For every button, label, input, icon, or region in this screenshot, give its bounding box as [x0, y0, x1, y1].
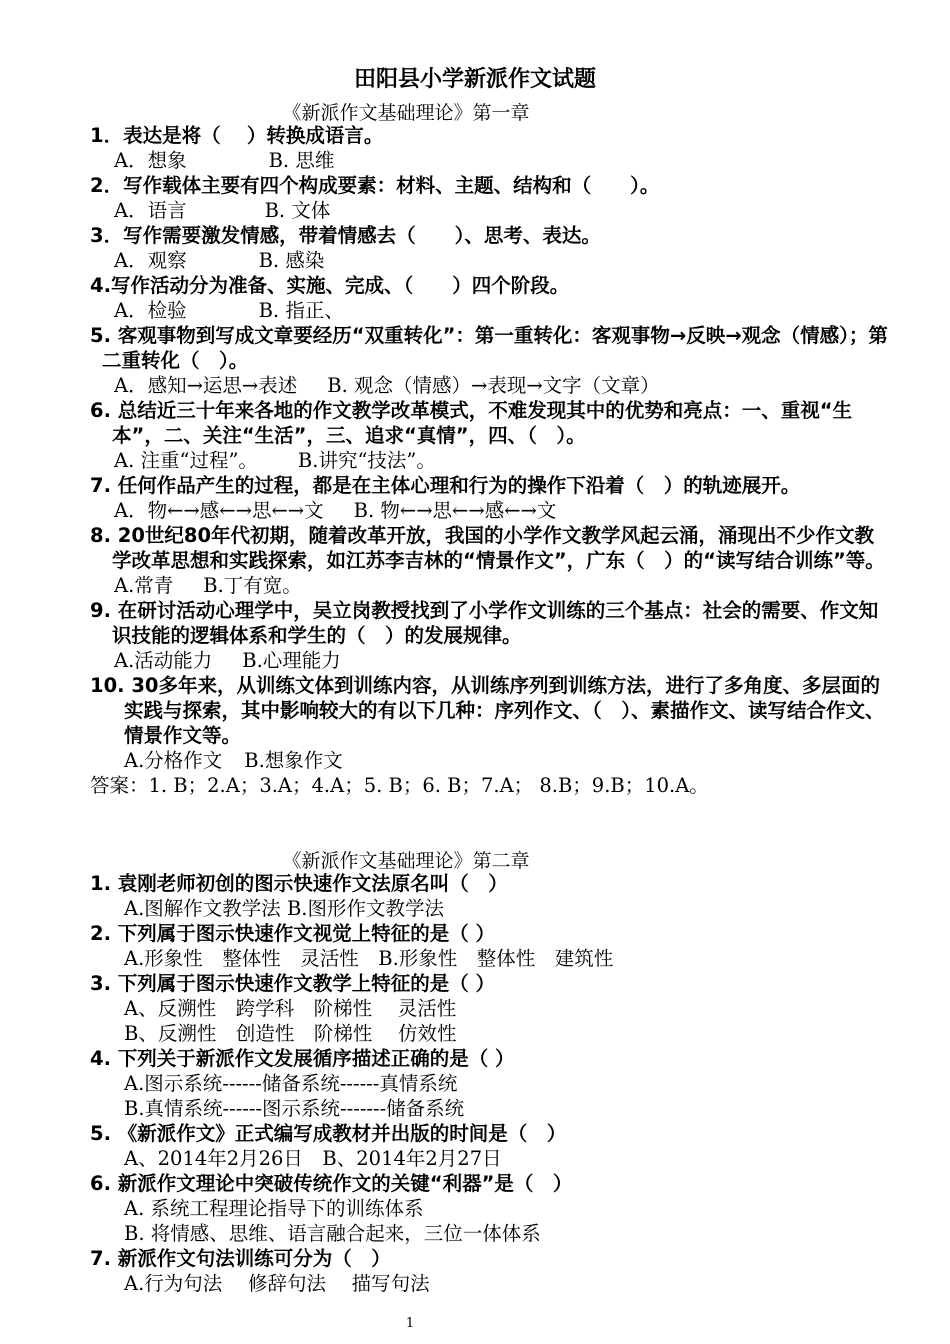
question-4: 4. 下列关于新派作文发展循序描述正确的是（ ） — [90, 1047, 515, 1070]
options-7 — [90, 498, 890, 523]
options-1 — [90, 148, 890, 173]
question-2: 2．写作载体主要有四个构成要素：材料、主题、结构和（ ）。 — [90, 174, 660, 197]
page-number: 1 — [405, 1316, 415, 1331]
options-6 — [90, 448, 890, 473]
option-b: B. 思维 — [268, 149, 335, 172]
options-10 — [90, 748, 890, 773]
option-b: B.想象作文 — [244, 749, 343, 772]
option-b: B.讲究“技法”。 — [297, 449, 436, 472]
option-b: B.心理能力 — [242, 649, 341, 672]
option-a: A．检验 — [114, 299, 187, 322]
page-title: 田阳县小学新派作文试题 — [353, 67, 596, 92]
option-a: A. 注重“过程”。 — [114, 449, 258, 472]
option-b-line: B、反溯性 创造性 阶梯性 仿效性 — [124, 1022, 457, 1045]
options-5 — [90, 373, 890, 398]
question-9: 9. 在研讨活动心理学中，吴立岗教授找到了小学作文训练的三个基点：社会的需要、作文知识技能的逻辑体系和学生的（ ）的发展规律。 — [90, 599, 879, 647]
options-2: A.形象性 整体性 灵活性 B.形象性 整体性 建筑性 — [124, 947, 614, 970]
option-b: B. 物←→思←→感←→文 — [353, 499, 557, 522]
options-7: A.行为句法 修辞句法 描写句法 — [124, 1272, 430, 1295]
option-b: B. 感染 — [258, 249, 325, 272]
question-1: 1．表达是将（ ）转换成语言。 — [90, 124, 384, 147]
options-1: A.图解作文教学法 B.图形作文教学法 — [124, 897, 445, 920]
option-a: A．观察 — [114, 249, 187, 272]
option-b: B. 观念（情感）→表现→文字（文章） — [327, 374, 660, 397]
options-2 — [90, 198, 890, 223]
options-9 — [90, 648, 890, 673]
chapter1-heading: 《新派作文基础理论》第一章 — [282, 102, 530, 124]
option-a: A．想象 — [114, 149, 187, 172]
chapter2-questions — [90, 871, 890, 1296]
question-3: 3．写作需要激发情感，带着情感去（ ）、思考、表达。 — [90, 224, 601, 247]
option-b-line: B. 将情感、思维、语言融合起来，三位一体体系 — [124, 1222, 541, 1245]
question-3: 3. 下列属于图示快速作文教学上特征的是（ ） — [90, 972, 496, 995]
option-a: A.分格作文 — [124, 749, 223, 772]
option-a: A．感知→运思→表述 — [114, 374, 298, 397]
question-7: 7. 新派作文句法训练可分为（ ） — [90, 1247, 391, 1270]
options-3 — [90, 248, 890, 273]
option-a-line: A. 系统工程理论指导下的训练体系 — [124, 1197, 424, 1220]
option-a: A．物←→感←→思←→文 — [114, 499, 324, 522]
options-4 — [90, 298, 890, 323]
question-5: 5. 《新派作文》正式编写成教材并出版的时间是（ ） — [90, 1122, 567, 1145]
question-5: 5. 客观事物到写成文章要经历“双重转化”：第一重转化：客观事物→反映→观念（情感）；第二重转化（ ）。 — [90, 324, 888, 372]
options-5: A、2014年2月26日 B、2014年2月27日 — [124, 1147, 502, 1170]
question-6: 6. 新派作文理论中突破传统作文的关键“利器”是（ ） — [90, 1172, 573, 1195]
chapter1-questions — [90, 123, 890, 798]
question-2: 2. 下列属于图示快速作文视觉上特征的是（ ） — [90, 922, 496, 945]
question-6: 6. 总结近三十年来各地的作文教学改革模式，不难发现其中的优势和亮点：一、重视“生本”，二、关注“生活”，三、追求“真情”，四、（ ）。 — [90, 399, 853, 447]
question-4: 4.写作活动分为准备、实施、完成、（ ）四个阶段。 — [90, 274, 570, 297]
question-7: 7. 任何作品产生的过程，都是在主体心理和行为的操作下沿着（ ）的轨迹展开。 — [90, 474, 801, 497]
option-b: B. 指正、 — [258, 299, 344, 322]
option-b: B.丁有宽。 — [203, 574, 302, 597]
question-10: 10. 30多年来，从训练文体到训练内容，从训练序列到训练方法，进行了多角度、多层面的实践与探索，其中影响较大的有以下几种：序列作文、（ ）、素描作文、读写结合作文、情景作文等。 — [90, 674, 885, 747]
options-8 — [90, 573, 890, 598]
answer-key: 答案：1. B；2.A；3.A；4.A；5. B；6. B；7.A； 8.B；9.B；10.A。 — [90, 774, 709, 797]
question-8: 8. 20世纪80年代初期，随着改革开放，我国的小学作文教学风起云涌，涌现出不少作文教学改革思想和实践探索，如江苏李吉林的“情景作文”，广东（ ）的“读写结合训练”等。 — [90, 524, 885, 572]
option-a-line: A、反溯性 跨学科 阶梯性 灵活性 — [124, 997, 457, 1020]
option-a: A.常青 — [114, 574, 174, 597]
chapter2-heading: 《新派作文基础理论》第二章 — [282, 850, 530, 872]
option-a: A．语言 — [114, 199, 187, 222]
option-b: B. 文体 — [264, 199, 331, 222]
option-a-line: A.图示系统------储备系统------真情系统 — [124, 1072, 458, 1095]
question-1: 1. 袁刚老师初创的图示快速作文法原名叫（ ） — [90, 872, 508, 895]
option-a: A.活动能力 — [114, 649, 213, 672]
option-b-line: B.真情系统------图示系统-------储备系统 — [124, 1097, 465, 1120]
